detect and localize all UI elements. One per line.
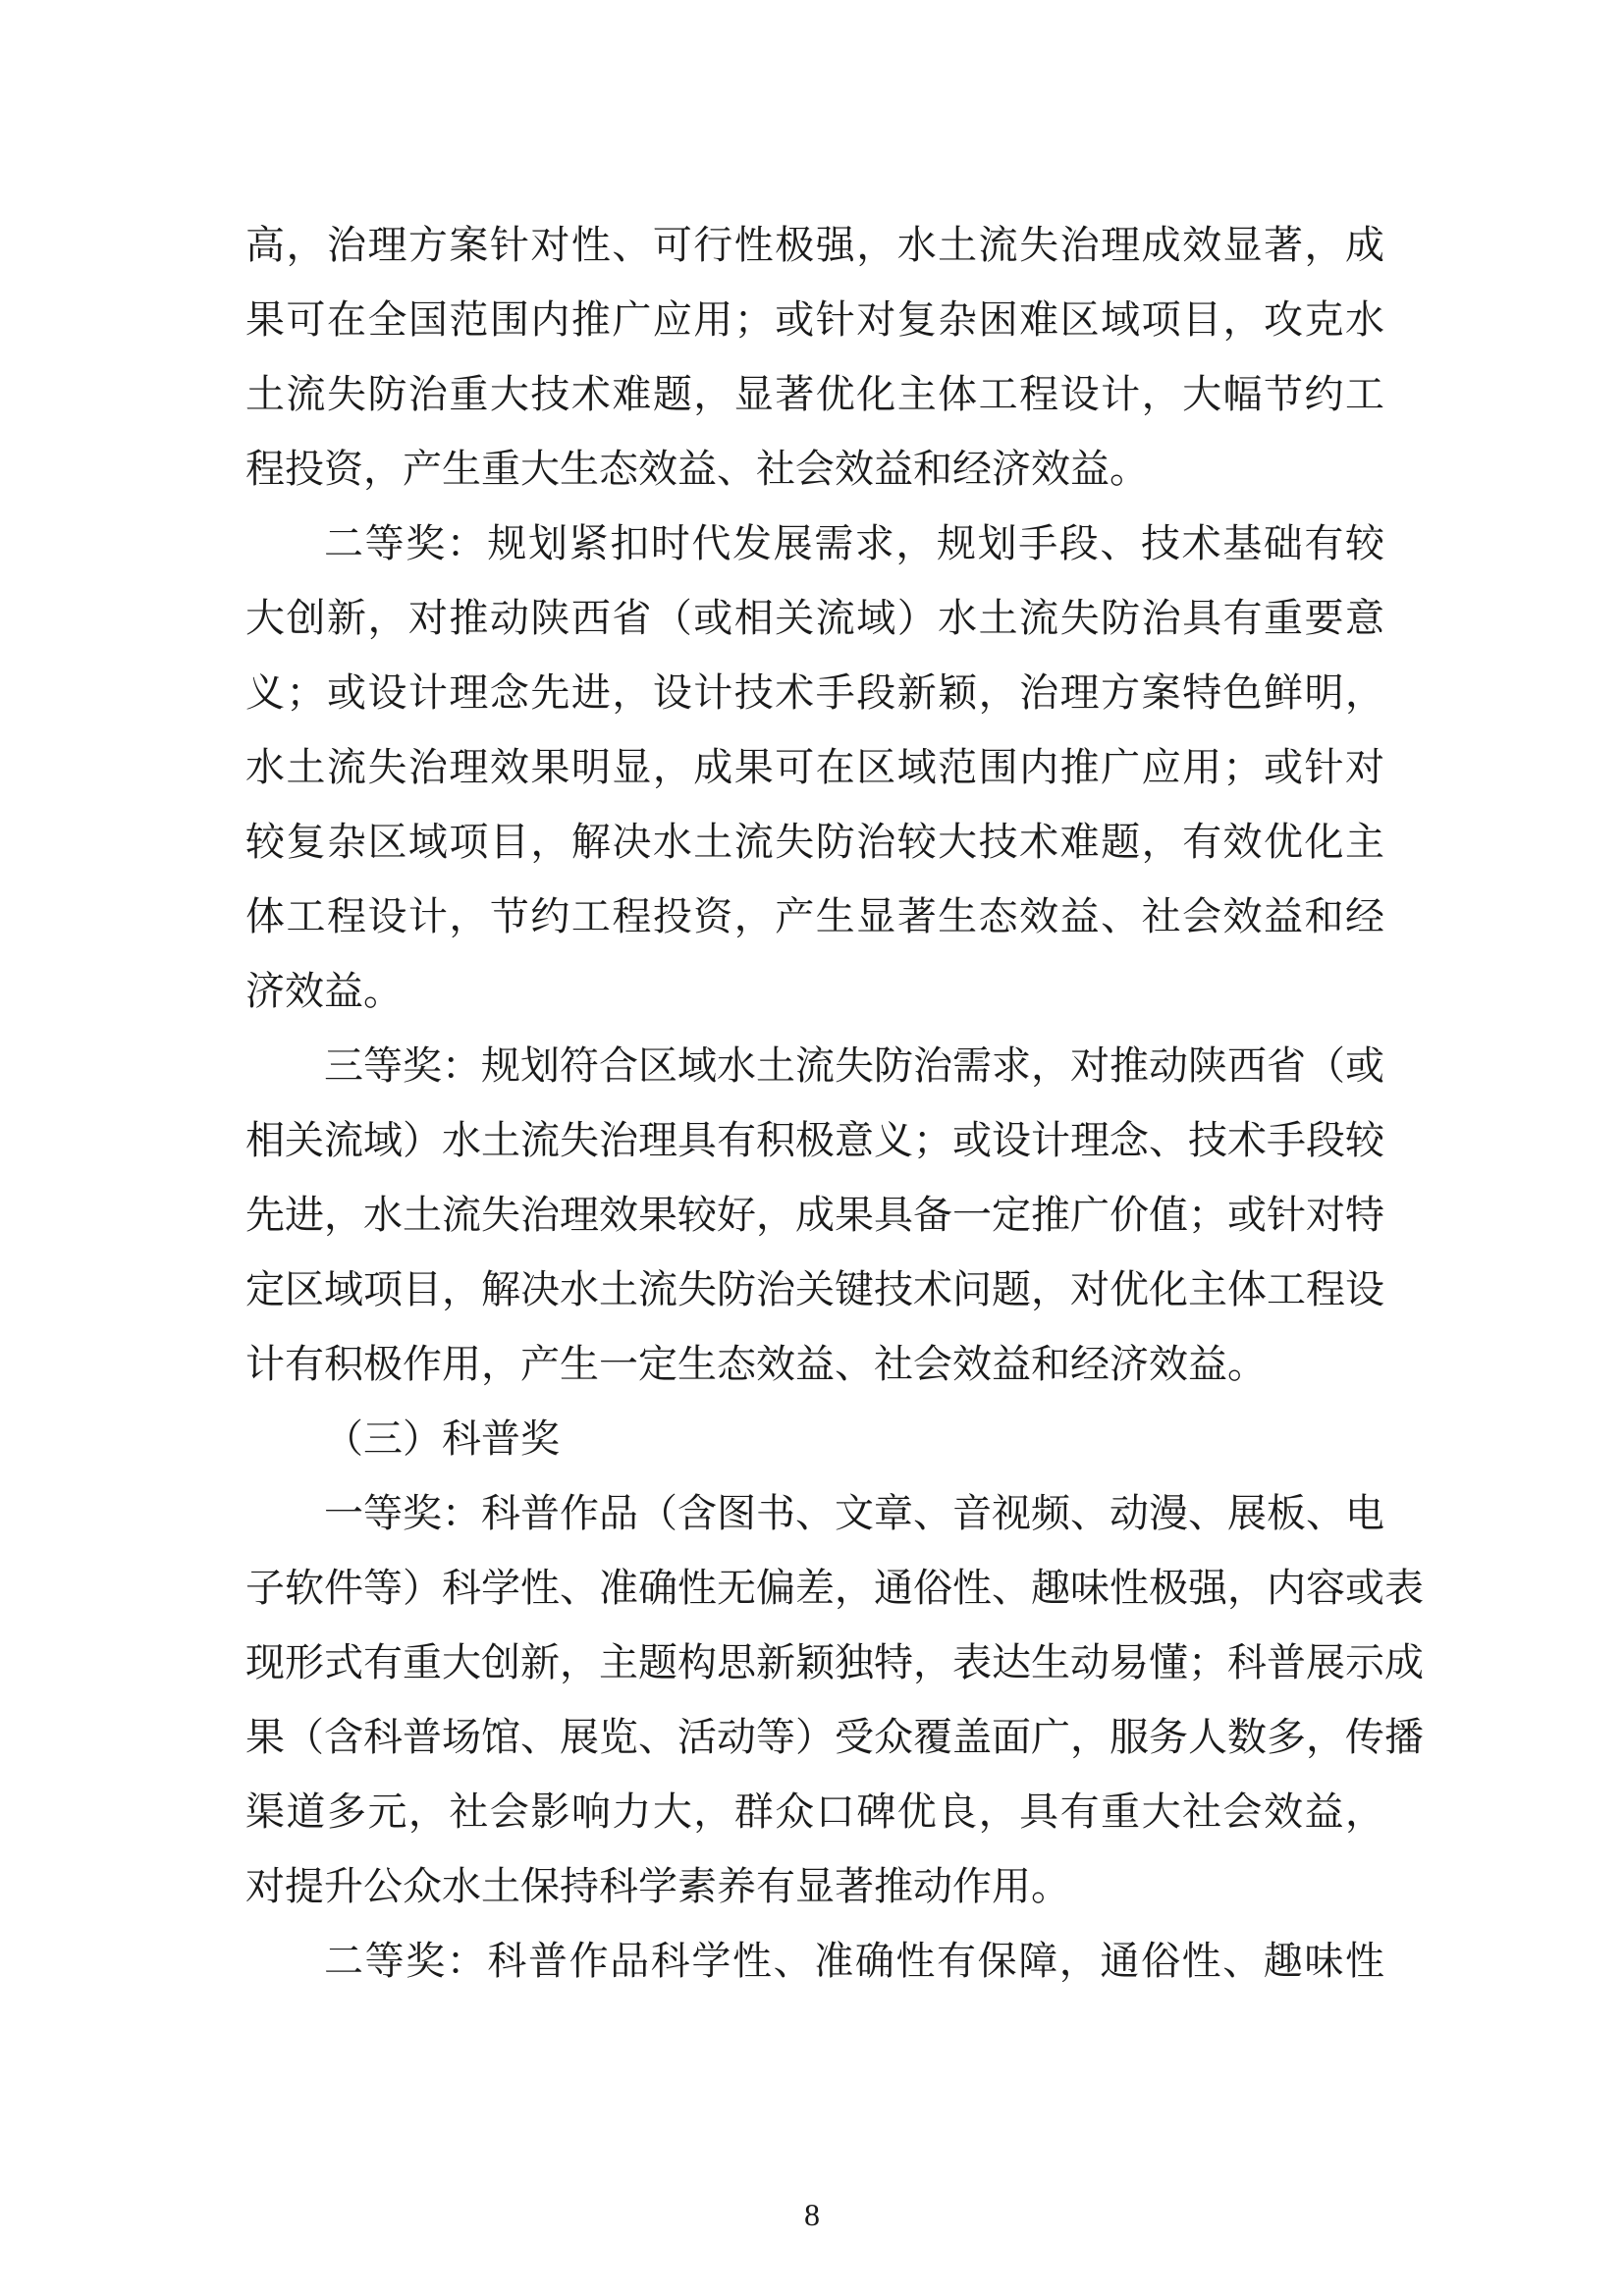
section-heading: （三）科普奖 <box>324 1416 560 1462</box>
text-line: 对提升公众水土保持科学素养有显著推动作用。 <box>245 1864 1070 1909</box>
paragraph-second-prize-popular-first-line: 二等奖：科普作品科学性、准确性有保障，通俗性、趣味性 <box>324 1939 1384 1984</box>
text-line: 水土流失治理效果明显，成果可在区域范围内推广应用；或针对 <box>245 745 1384 790</box>
text-line: 济效益。 <box>245 969 403 1014</box>
text-line: 子软件等）科学性、准确性无偏差，通俗性、趣味性极强，内容或表 <box>245 1566 1424 1611</box>
paragraph-second-prize-first-line: 二等奖：规划紧扣时代发展需求，规划手段、技术基础有较 <box>324 521 1384 566</box>
paragraph-third-prize-first-line: 三等奖：规划符合区域水土流失防治需求，对推动陕西省（或 <box>324 1043 1384 1089</box>
text-line: 果（含科普场馆、展览、活动等）受众覆盖面广，服务人数多，传播 <box>245 1715 1424 1760</box>
text-line: 先进，水土流失治理效果较好，成果具备一定推广价值；或针对特 <box>245 1193 1384 1238</box>
text-line: 程投资，产生重大生态效益、社会效益和经济效益。 <box>245 447 1149 492</box>
text-line: 渠道多元，社会影响力大，群众口碑优良，具有重大社会效益， <box>245 1789 1384 1835</box>
text-line: 土流失防治重大技术难题，显著优化主体工程设计，大幅节约工 <box>245 372 1384 417</box>
text-line: 现形式有重大创新，主题构思新颖独特，表达生动易懂；科普展示成 <box>245 1640 1424 1685</box>
text-line: 高，治理方案针对性、可行性极强，水土流失治理成效显著，成 <box>245 223 1384 268</box>
text-line: 义；或设计理念先进，设计技术手段新颖，治理方案特色鲜明， <box>245 670 1384 716</box>
text-line: 体工程设计，节约工程投资，产生显著生态效益、社会效益和经 <box>245 894 1384 939</box>
text-line: 较复杂区域项目，解决水土流失防治较大技术难题，有效优化主 <box>245 820 1384 865</box>
text-line: 定区域项目，解决水土流失防治关键技术问题，对优化主体工程设 <box>245 1267 1384 1312</box>
paragraph-first-prize-first-line: 一等奖：科普作品（含图书、文章、音视频、动漫、展板、电 <box>324 1491 1384 1536</box>
text-line: 相关流域）水土流失治理具有积极意义；或设计理念、技术手段较 <box>245 1118 1384 1163</box>
text-line: 大创新，对推动陕西省（或相关流域）水土流失防治具有重要意 <box>245 596 1384 641</box>
text-line: 果可在全国范围内推广应用；或针对复杂困难区域项目，攻克水 <box>245 297 1384 343</box>
page-number: 8 <box>804 2197 820 2232</box>
text-line: 计有积极作用，产生一定生态效益、社会效益和经济效益。 <box>245 1342 1267 1387</box>
